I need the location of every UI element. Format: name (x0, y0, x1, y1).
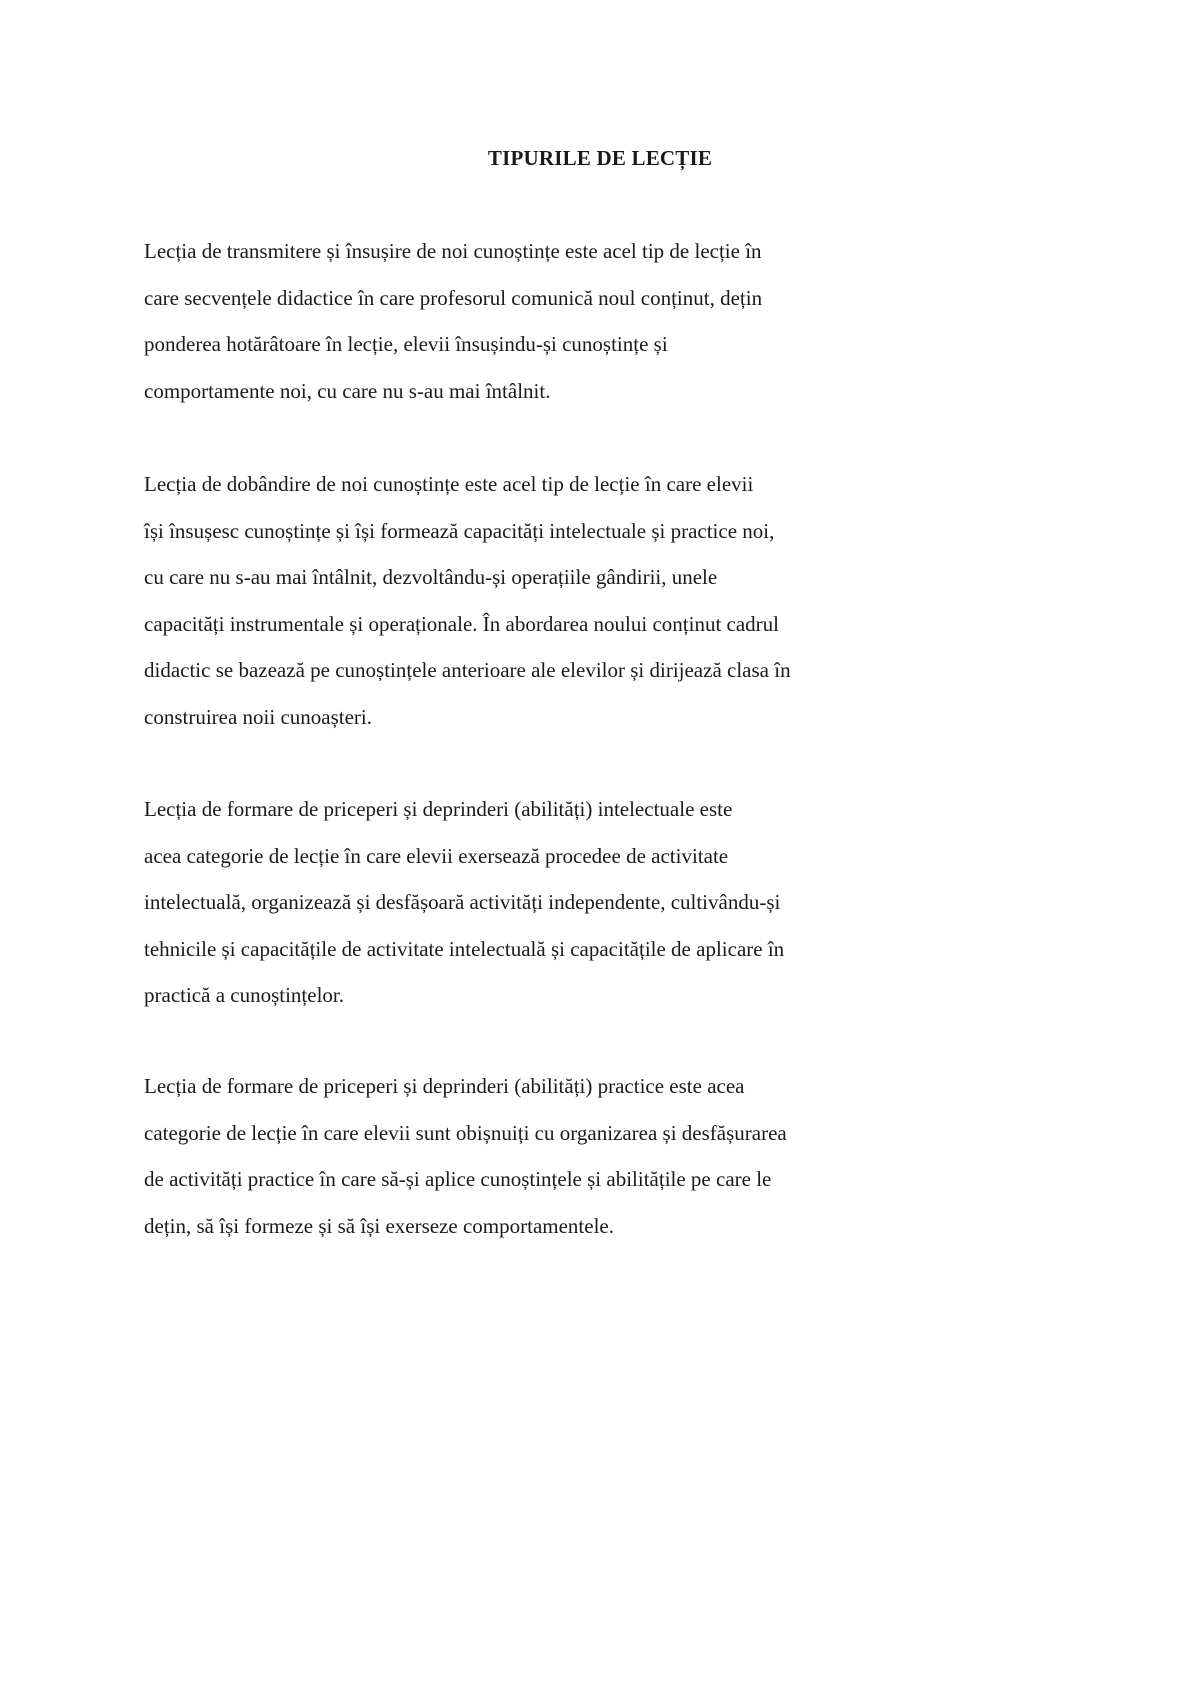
paragraph-line: dețin, să își formeze și să își exerseze comportamentele. (144, 1213, 614, 1238)
paragraph-line: care secvențele didactice în care profesorul comunică noul conținut, dețin (144, 285, 763, 310)
paragraph-line: comportamente noi, cu care nu s-au mai întâlnit. (144, 378, 551, 403)
paragraph-line: tehnicile și capacitățile de activitate intelectuală și capacitățile de aplicare în (144, 936, 785, 961)
paragraph-transmitere (144, 228, 924, 414)
paragraph-line: Lecția de formare de priceperi și deprinderi (abilități) practice este acea (144, 1074, 745, 1098)
paragraph-abilitati-intelectuale (144, 786, 924, 1019)
paragraph-line: didactic se bazează pe cunoștințele anterioare ale elevilor și dirijează clasa în (144, 658, 791, 682)
paragraph-line: ponderea hotărâtoare în lecție, elevii însușindu-și cunoștințe și (144, 332, 668, 356)
paragraph-line: capacități instrumentale și operaționale. În abordarea noului conținut cadrul (144, 611, 780, 636)
paragraph-line: își însușesc cunoștințe și își formează capacități intelectuale și practice noi, (144, 518, 775, 543)
document-title: TIPURILE DE LECȚIE (487, 146, 713, 170)
paragraph-dobandire (144, 461, 924, 740)
paragraph-line: acea categorie de lecție în care elevii exersează procedee de activitate (144, 843, 729, 868)
paragraph-line: construirea noii cunoașteri. (144, 704, 373, 729)
paragraph-line: de activități practice în care să-și aplice cunoștințele și abilitățile pe care le (144, 1167, 772, 1191)
paragraph-line: categorie de lecție în care elevii sunt obișnuiți cu organizarea și desfășurarea (144, 1120, 787, 1145)
paragraph-abilitati-practice (144, 1063, 924, 1249)
paragraph-line: Lecția de formare de priceperi și deprinderi (abilități) intelectuale este (144, 797, 733, 821)
paragraph-line: cu care nu s-au mai întâlnit, dezvoltându-și operațiile gândirii, unele (144, 565, 718, 589)
paragraph-line: practică a cunoștințelor. (144, 983, 345, 1007)
paragraph-line: Lecția de transmitere și însușire de noi cunoștințe este acel tip de lecție în (144, 239, 762, 263)
paragraph-line: Lecția de dobândire de noi cunoștințe este acel tip de lecție în care elevii (144, 472, 754, 496)
paragraph-line: intelectuală, organizează și desfășoară activități independente, cultivându-și (144, 890, 781, 914)
